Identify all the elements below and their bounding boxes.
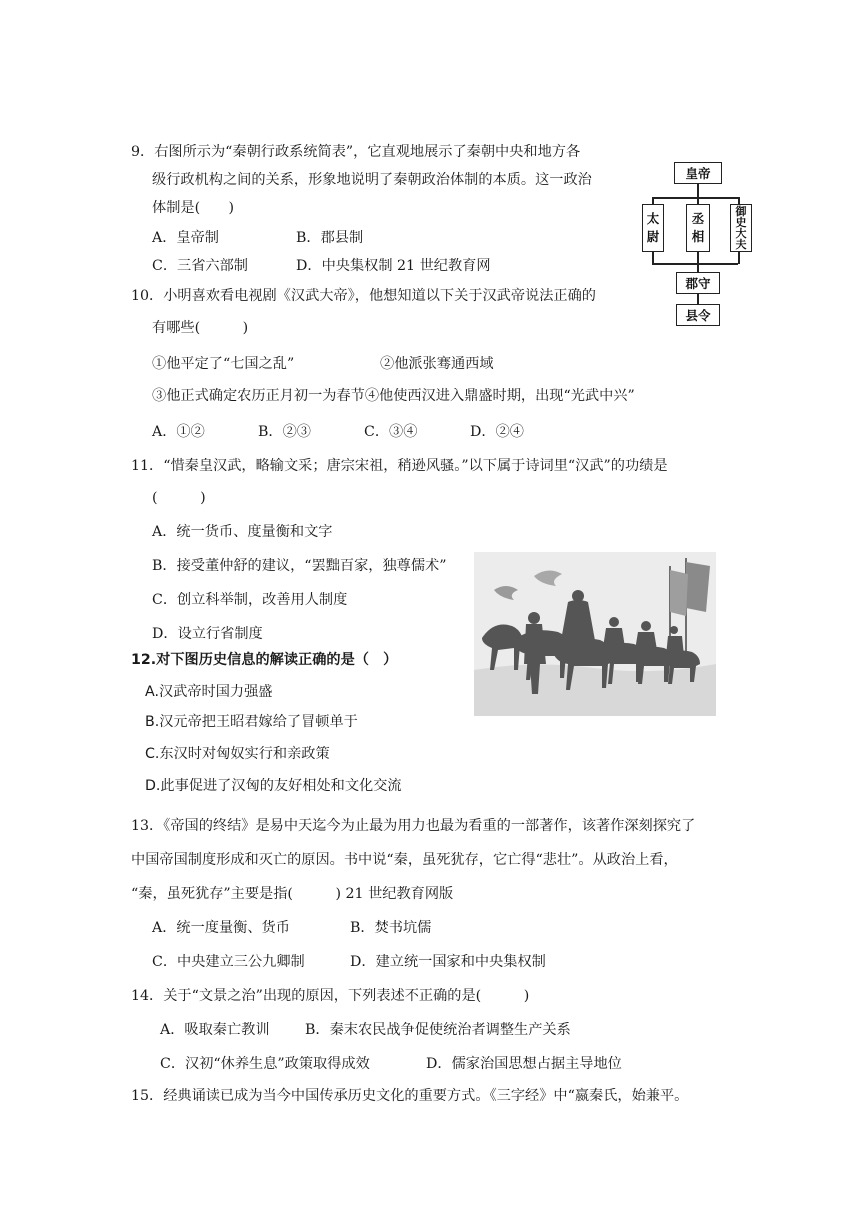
connector: [697, 294, 699, 304]
box-chengxiang-char: 丞: [691, 211, 705, 226]
q12-option-d: D.此事促进了汉匈的友好相处和文化交流: [145, 778, 402, 794]
q14-stem: 14．关于“文景之治”出现的原因，下列表述不正确的是( ): [131, 988, 530, 1004]
q9-option-d: D．中央集权制 21 世纪教育网: [296, 258, 491, 274]
connector: [652, 197, 738, 199]
box-yushi-char: 史: [735, 216, 747, 229]
q10-option-c: C．③④: [364, 424, 418, 440]
q9-stem-line1: 9．右图所示为“秦朝行政系统简表”，它直观地展示了秦朝中央和地方各: [131, 144, 581, 160]
q11-option-b: B．接受董仲舒的建议，“罢黜百家，独尊儒术”: [152, 558, 447, 574]
q13-option-d: D．建立统一国家和中央集权制: [350, 954, 546, 970]
q14-option-d: D．儒家治国思想占据主导地位: [426, 1056, 622, 1072]
box-chengxiang: [686, 204, 710, 252]
box-chengxiang-char: 相: [691, 229, 705, 244]
q10-option-a: A．①②: [152, 424, 205, 440]
box-taiwei: [642, 204, 664, 252]
q12-stem: 12.对下图历史信息的解读正确的是（ ）: [131, 652, 398, 668]
zhaojun-chusai-illustration: [474, 552, 716, 716]
q10-item-3-4: ③他正式确定农历正月初一为春节④他使西汉进入鼎盛时期，出现“光武中兴”: [152, 388, 635, 404]
q13-option-a: A．统一度量衡、货币: [152, 920, 290, 936]
q12-option-c: C.东汉时对匈奴实行和亲政策: [145, 746, 330, 762]
q13-option-c: C．中央建立三公九卿制: [152, 954, 305, 970]
box-yushi-char: 御: [735, 205, 747, 218]
box-taiwei-char: 太: [646, 211, 660, 226]
q10-option-d: D．②④: [470, 424, 524, 440]
q10-item-1: ①他平定了“七国之乱”: [152, 356, 295, 372]
q11-option-d: D．设立行省制度: [152, 626, 263, 642]
q10-item-2: ②他派张骞通西域: [380, 356, 494, 372]
q12-option-a: A.汉武帝时国力强盛: [145, 684, 273, 700]
connector: [652, 263, 738, 265]
connector: [697, 252, 699, 272]
q9-stem-line2: 级行政机构之间的关系，形象地说明了秦朝政治体制的本质。这一政治: [152, 172, 592, 188]
connector: [697, 184, 699, 198]
qin-admin-diagram: [640, 160, 756, 330]
q14-option-a: A．吸取秦亡教训: [160, 1022, 270, 1038]
q13-stem-line3: “秦，虽死犹存”主要是指( ) 21 世纪教育网版: [131, 886, 454, 902]
box-yushi-char: 夫: [735, 238, 747, 251]
q14-option-b: B．秦末农民战争促使统治者调整生产关系: [305, 1022, 571, 1038]
q15-stem: 15．经典诵读已成为当今中国传承历史文化的重要方式。《三字经》中“嬴秦氏，始兼平。: [131, 1088, 689, 1104]
connector: [738, 252, 740, 264]
q10-stem-line2: 有哪些( ): [152, 320, 249, 336]
box-yushi-char: 大: [735, 227, 747, 240]
q9-option-a: A．皇帝制: [152, 230, 219, 246]
box-emperor: 皇帝: [674, 162, 722, 184]
q13-stem-line2: 中国帝国制度形成和灭亡的原因。书中说“秦，虽死犹存，它亡得“悲壮”。从政治上看，: [131, 852, 678, 868]
q14-option-c: C．汉初“休养生息”政策取得成效: [160, 1056, 370, 1072]
q9-option-c: C．三省六部制: [152, 258, 248, 274]
box-junshou: 郡守: [676, 272, 720, 294]
q13-stem-line1: 13．《帝国的终结》是易中天迄今为止最为用力也最为看重的一部著作，该著作深刻探究了: [131, 818, 696, 834]
q11-option-a: A．统一货币、度量衡和文字: [152, 524, 333, 540]
q9-option-b: B．郡县制: [296, 230, 364, 246]
q10-stem-line1: 10．小明喜欢看电视剧《汉武大帝》，他想知道以下关于汉武帝说法正确的: [131, 288, 596, 304]
illustration-drawing: [474, 552, 716, 716]
box-yushi-dafu: [730, 204, 752, 252]
q12-option-b: B.汉元帝把王昭君嫁给了冒顿单于: [145, 714, 358, 730]
q9-stem-line3: 体制是( ): [152, 200, 235, 216]
q13-option-b: B．焚书坑儒: [350, 920, 432, 936]
q11-stem-line1: 11．“惜秦皇汉武，略输文采；唐宗宋祖，稍逊风骚。”以下属于诗词里“汉武”的功绩是: [131, 458, 668, 474]
box-taiwei-char: 尉: [646, 229, 660, 244]
q11-stem-line2: ( ): [152, 490, 206, 506]
box-xianling: 县令: [676, 304, 720, 326]
q11-option-c: C．创立科举制，改善用人制度: [152, 592, 348, 608]
q10-option-b: B．②③: [258, 424, 311, 440]
